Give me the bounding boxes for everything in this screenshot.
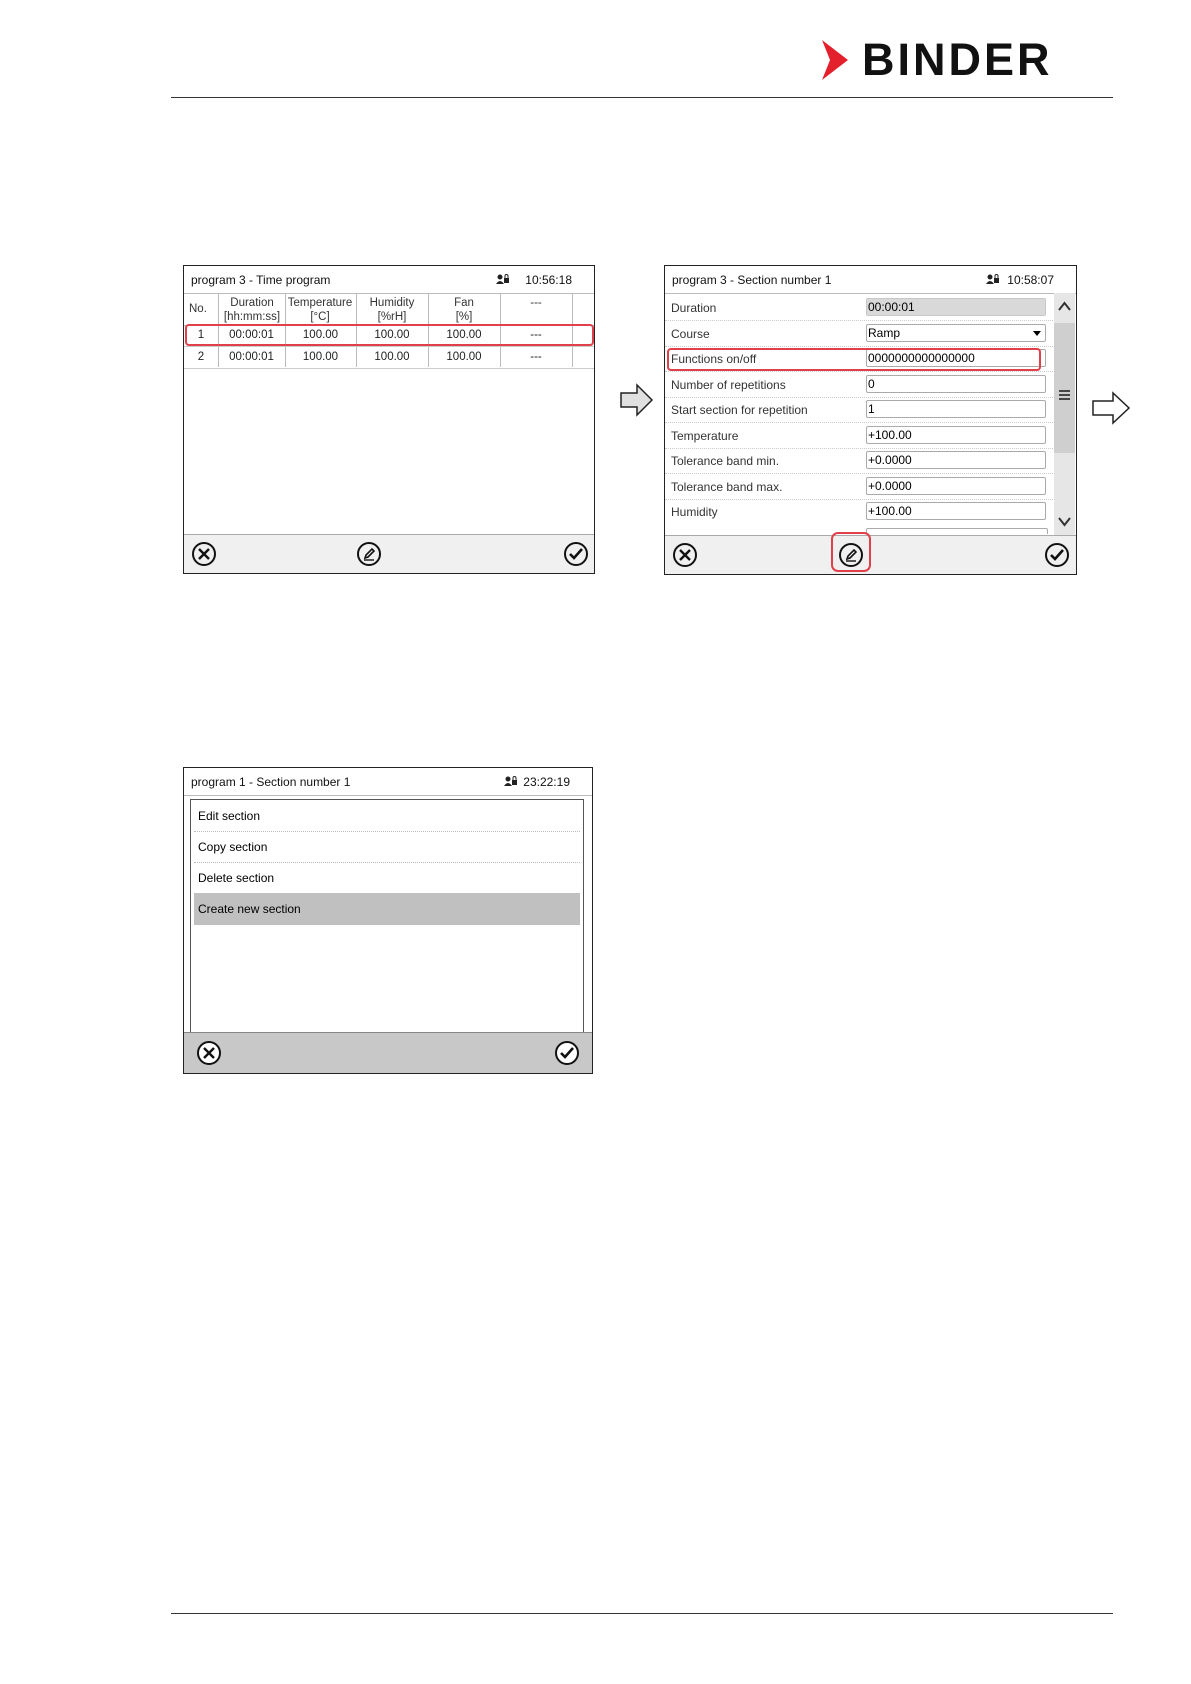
screen-footer <box>184 534 594 573</box>
cell-humidity: 100.00 <box>374 351 410 363</box>
col-humidity <box>357 296 427 324</box>
clock: 10:56:18 <box>525 273 572 287</box>
field-temperature <box>665 423 1053 449</box>
field-start-section <box>665 397 1053 423</box>
field-course <box>665 321 1053 347</box>
menu-item-copy-section[interactable] <box>194 831 580 863</box>
field-humidity <box>665 499 1053 523</box>
humidity-input[interactable]: +100.00 <box>866 502 1046 520</box>
chevron-down-icon <box>1033 331 1041 336</box>
confirm-button[interactable] <box>1044 542 1070 568</box>
cell-extra: --- <box>530 351 542 363</box>
menu-item-create-new-section[interactable] <box>194 893 580 925</box>
cell-no: 1 <box>197 329 205 341</box>
field-tolerance-max <box>665 474 1053 500</box>
menu-lines-icon[interactable] <box>1058 389 1071 401</box>
user-lock-icon <box>496 273 510 285</box>
menu-item-label: Copy section <box>198 840 268 854</box>
course-value: Ramp <box>868 326 901 340</box>
col-fan <box>429 296 499 324</box>
footer-rule <box>171 1613 1113 1614</box>
repetitions-input[interactable]: 0 <box>866 375 1046 393</box>
field-label: Start section for repetition <box>671 403 808 417</box>
header-rule <box>171 97 1113 98</box>
binder-logo-icon <box>820 38 856 82</box>
col-humidity-title: Humidity <box>369 297 415 309</box>
arrow-right-icon <box>1091 390 1131 426</box>
screen-header <box>184 768 592 796</box>
col-humidity-unit: [%rH] <box>377 311 407 323</box>
arrow-right-icon <box>619 382 655 418</box>
col-fan-unit: [%] <box>455 311 473 323</box>
highlight-field-frame <box>667 348 1041 371</box>
cell-fan: 100.00 <box>446 351 482 363</box>
screen-title: program 3 - Section number 1 <box>672 273 832 287</box>
menu-item-label: Edit section <box>198 809 261 823</box>
field-repetitions <box>665 372 1053 398</box>
confirm-button[interactable] <box>554 1040 580 1066</box>
scrollbar[interactable] <box>1054 293 1075 536</box>
course-select[interactable] <box>866 324 1046 342</box>
field-label: Humidity <box>671 505 718 519</box>
cell-fan: 100.00 <box>446 329 482 341</box>
col-temperature-unit: [°C] <box>310 311 330 323</box>
menu-item-label: Create new section <box>198 902 301 916</box>
screen-header <box>665 266 1076 294</box>
section-edit-screen <box>664 265 1077 575</box>
cell-humidity: 100.00 <box>374 329 410 341</box>
field-label: Tolerance band min. <box>671 454 780 468</box>
field-label: Duration <box>671 301 717 315</box>
col-duration-unit: [hh:mm:ss] <box>223 311 281 323</box>
cancel-button[interactable] <box>672 542 698 568</box>
section-menu <box>190 799 584 1060</box>
screen-title: program 1 - Section number 1 <box>191 775 351 789</box>
scroll-down-icon[interactable] <box>1058 517 1071 527</box>
user-lock-icon <box>504 775 518 787</box>
tolerance-max-input[interactable]: +0.0000 <box>866 477 1046 495</box>
field-duration <box>665 295 1053 321</box>
col-temperature <box>285 296 355 324</box>
screen-footer <box>665 535 1076 574</box>
table-header <box>184 293 594 326</box>
confirm-icon <box>554 1040 580 1066</box>
field-label: Tolerance band max. <box>671 480 783 494</box>
user-lock-icon <box>986 273 1000 285</box>
brand-name: BINDER <box>862 34 1053 85</box>
cell-extra: --- <box>530 329 542 341</box>
scroll-thumb[interactable] <box>1054 323 1075 453</box>
section-menu-screen <box>183 767 593 1074</box>
confirm-icon <box>1044 542 1070 568</box>
cancel-button[interactable] <box>196 1040 222 1066</box>
col-extra <box>501 296 571 310</box>
cell-no: 2 <box>197 351 205 363</box>
functions-input[interactable]: 0000000000000000 <box>866 349 1046 367</box>
field-label: Temperature <box>671 429 739 443</box>
screen-footer <box>184 1032 592 1073</box>
binder-logo <box>820 34 1112 85</box>
highlight-edit-frame <box>831 532 871 572</box>
edit-button[interactable] <box>356 541 382 567</box>
tolerance-min-input[interactable]: +0.0000 <box>866 451 1046 469</box>
clock: 10:58:07 <box>1007 273 1054 287</box>
col-temperature-title: Temperature <box>287 297 353 309</box>
cell-duration: 00:00:01 <box>229 351 274 363</box>
field-label: Number of repetitions <box>671 378 786 392</box>
menu-item-label: Delete section <box>198 871 275 885</box>
screen-header <box>184 266 594 294</box>
menu-item-delete-section[interactable] <box>194 862 580 894</box>
clock: 23:22:19 <box>523 775 570 789</box>
menu-item-edit-section[interactable] <box>194 800 580 832</box>
cell-temperature: 100.00 <box>302 329 339 341</box>
time-program-screen <box>183 265 595 574</box>
confirm-button[interactable] <box>563 541 589 567</box>
cell-duration: 00:00:01 <box>229 329 274 341</box>
confirm-icon <box>563 541 589 567</box>
start-section-input[interactable]: 1 <box>866 400 1046 418</box>
cell-temperature: 100.00 <box>302 351 339 363</box>
cancel-icon <box>672 542 698 568</box>
cancel-button[interactable] <box>191 541 217 567</box>
table-row[interactable] <box>184 347 594 369</box>
col-duration <box>220 296 284 324</box>
field-label: Course <box>671 327 710 341</box>
field-label: Functions on/off <box>671 352 757 366</box>
temperature-input[interactable]: +100.00 <box>866 426 1046 444</box>
edit-icon <box>356 541 382 567</box>
scroll-up-icon[interactable] <box>1058 301 1071 311</box>
cancel-icon <box>191 541 217 567</box>
col-fan-title: Fan <box>454 297 474 309</box>
col-no: No. <box>189 303 207 315</box>
col-extra-title: --- <box>530 297 542 309</box>
screen-title: program 3 - Time program <box>191 273 331 287</box>
highlight-row-frame <box>185 324 594 346</box>
col-duration-title: Duration <box>230 297 274 309</box>
duration-input[interactable]: 00:00:01 <box>866 298 1046 316</box>
field-tolerance-min <box>665 448 1053 474</box>
cancel-icon <box>196 1040 222 1066</box>
